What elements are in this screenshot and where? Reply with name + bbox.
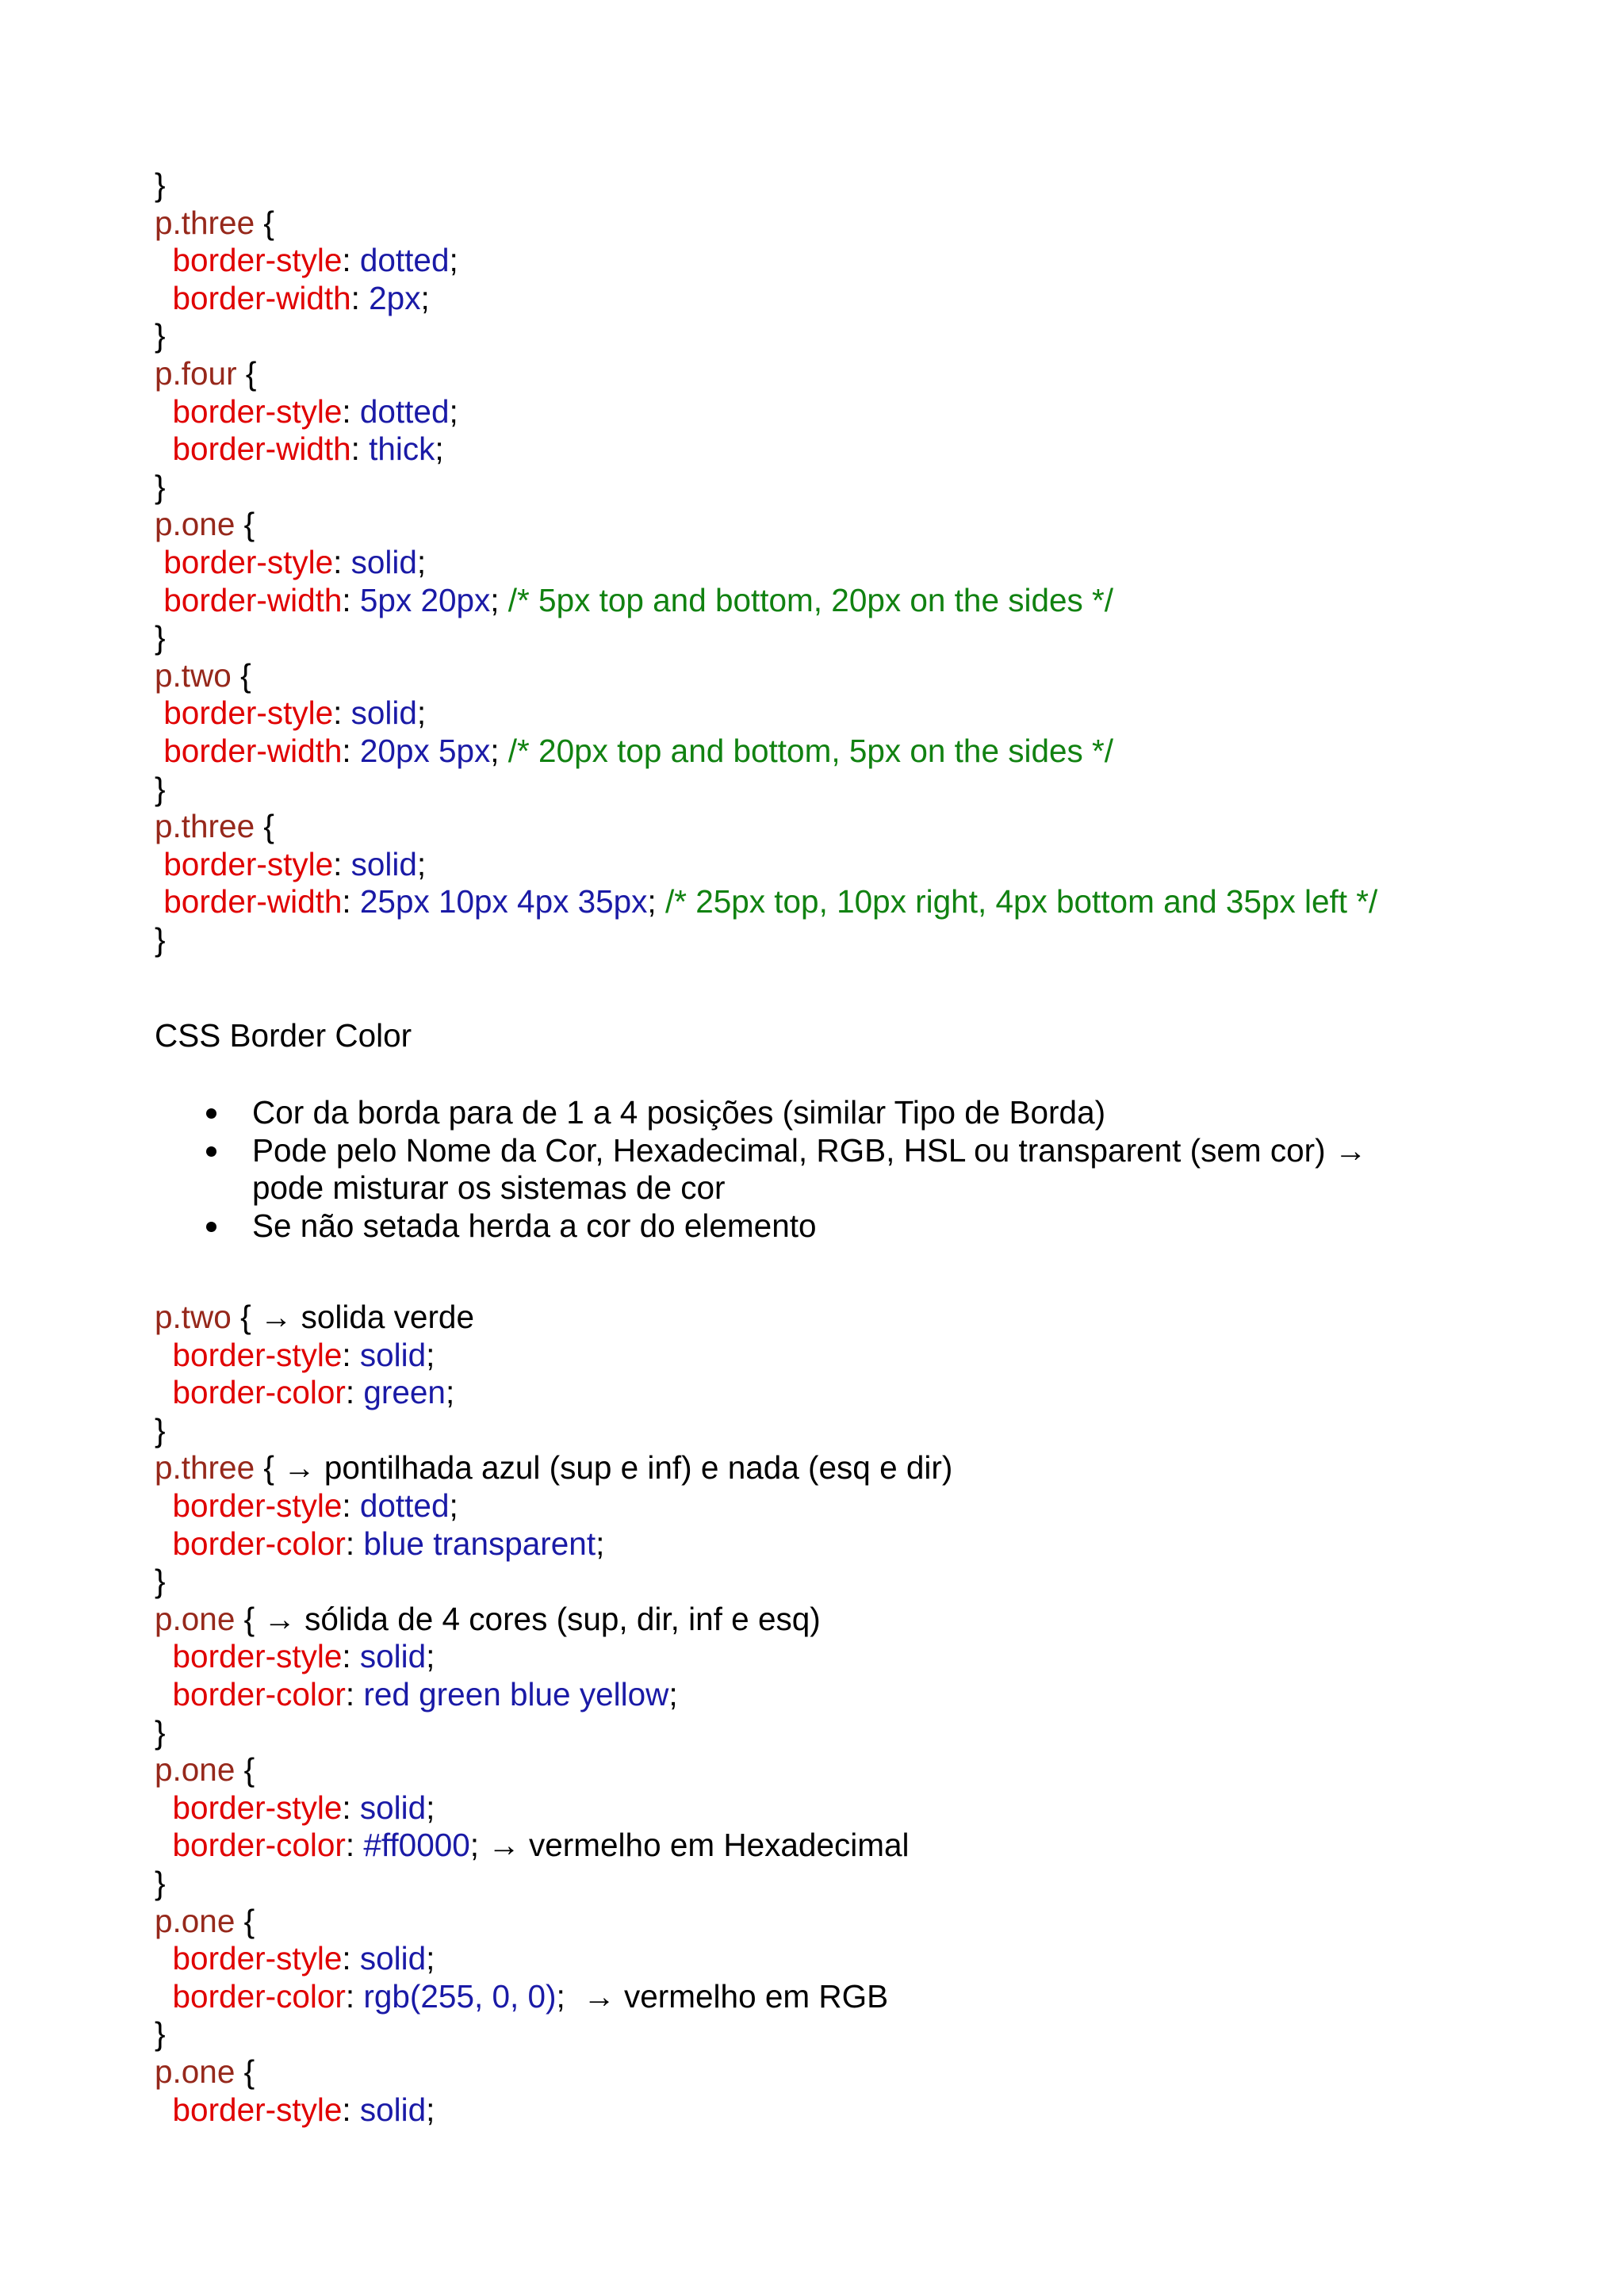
code-token-plain — [155, 1638, 173, 1674]
code-token-val: 2px — [369, 279, 421, 316]
code-token-plain: } — [155, 770, 166, 807]
code-token-plain: ; — [449, 1487, 458, 1524]
code-token-plain: } — [155, 921, 166, 958]
code-token-plain: } — [155, 2015, 166, 2053]
code-line — [155, 1638, 435, 1675]
code-token-prop: border-style — [172, 1638, 343, 1675]
code-token-plain: ; — [490, 733, 508, 769]
code-token-prop: border-width — [163, 733, 343, 769]
code-token-val: #ff0000 — [363, 1827, 470, 1864]
code-token-plain: : — [342, 1940, 360, 1977]
code-token-prop: border-width — [172, 279, 351, 316]
code-token-val: thick — [369, 430, 435, 468]
code-token-plain: } — [155, 619, 166, 656]
code-token-plain: ; — [426, 2091, 435, 2128]
code-token-plain: { — [255, 808, 274, 845]
code-line — [155, 1487, 458, 1525]
code-token-prop: border-style — [163, 845, 334, 882]
code-line — [155, 1676, 678, 1713]
code-line — [155, 1299, 474, 1336]
bullet-item-text: Cor da borda para de 1 a 4 posições (similar Tipo de Borda) — [252, 1094, 1106, 1131]
code-token-plain: : — [345, 1977, 364, 2015]
code-token-plain — [155, 242, 173, 278]
code-token-plain: ; — [426, 1638, 435, 1675]
code-token-plain: : — [342, 2091, 360, 2128]
code-token-sel: p.one — [155, 2053, 236, 2090]
code-token-plain: ; — [426, 1940, 435, 1977]
code-token-plain: } — [155, 166, 166, 203]
code-line — [155, 1865, 166, 1902]
code-line — [155, 205, 274, 242]
code-token-plain — [155, 430, 173, 467]
bullet-icon — [206, 1108, 216, 1119]
code-line — [155, 619, 166, 656]
code-token-val: 20px 5px — [359, 733, 491, 769]
code-line — [155, 1601, 821, 1638]
code-token-prop: border-style — [172, 2091, 343, 2128]
code-token-plain: { — [235, 1751, 255, 1789]
code-token-plain: ; — [449, 392, 458, 430]
code-token-plain — [155, 1525, 173, 1562]
bullet-item-text: pode misturar os sistemas de cor — [252, 1169, 726, 1207]
code-token-plain: ; — [426, 1336, 435, 1373]
code-token-plain: ; — [420, 279, 430, 316]
code-line — [155, 393, 458, 430]
code-token-prop: border-style — [172, 392, 343, 430]
code-line — [155, 166, 166, 204]
code-token-plain: : — [333, 695, 351, 732]
code-token-plain: : — [350, 279, 370, 316]
code-line — [155, 469, 166, 506]
code-token-plain: } — [155, 468, 166, 505]
code-line — [155, 1337, 435, 1374]
code-token-plain: ; — [449, 242, 458, 279]
code-token-val: rgb(255, 0, 0) — [363, 1977, 557, 2015]
code-token-prop: border-color — [172, 1977, 346, 2015]
code-token-plain: } — [155, 1865, 166, 1901]
code-token-prop: border-style — [172, 1789, 343, 1826]
code-token-plain — [155, 280, 173, 316]
code-token-plain: } — [155, 1563, 166, 1600]
code-token-sel: p.two — [155, 1299, 232, 1335]
code-token-val: solid — [359, 1789, 427, 1826]
code-token-val: solid — [350, 845, 417, 882]
code-line — [155, 355, 256, 392]
code-token-plain: : — [342, 392, 360, 430]
code-token-prop: border-width — [163, 883, 343, 920]
code-token-plain: ; — [668, 1676, 678, 1712]
code-token-val: solid — [359, 1336, 427, 1373]
code-token-plain: { — [235, 2053, 255, 2090]
code-line — [155, 1449, 952, 1487]
code-line — [155, 242, 458, 279]
code-token-sel: p.two — [155, 656, 232, 694]
code-line — [155, 883, 1377, 920]
code-line — [155, 2091, 435, 2129]
code-token-plain: { → sólida de 4 cores (sup, dir, inf e esq) — [235, 1600, 821, 1637]
code-token-plain — [155, 695, 163, 731]
code-token-prop: border-style — [172, 242, 343, 279]
code-line — [155, 1374, 454, 1411]
code-token-cmt: /* 5px top and bottom, 20px on the sides */ — [508, 581, 1114, 618]
code-token-plain — [155, 846, 163, 882]
code-token-prop: border-color — [172, 1676, 346, 1712]
code-token-val: solid — [359, 1638, 427, 1675]
code-token-plain: : — [342, 1789, 360, 1826]
code-token-prop: border-color — [172, 1525, 346, 1562]
code-token-prop: border-color — [172, 1374, 346, 1411]
code-token-plain: : — [342, 883, 360, 920]
code-line — [155, 808, 274, 845]
code-token-plain: : — [342, 1336, 360, 1373]
code-token-val: solid — [359, 1940, 427, 1977]
code-token-plain: ; — [416, 695, 427, 732]
code-token-plain: : — [345, 1374, 364, 1411]
section-heading: CSS Border Color — [155, 1017, 412, 1054]
code-token-val: 25px 10px 4px 35px — [359, 883, 648, 920]
code-token-plain — [155, 1789, 173, 1826]
code-line — [155, 1940, 435, 1977]
code-token-plain: : — [345, 1525, 364, 1562]
code-token-prop: border-style — [172, 1487, 343, 1524]
code-token-plain: ; — [416, 544, 427, 580]
code-token-plain — [155, 1676, 173, 1712]
code-token-prop: border-style — [172, 1940, 343, 1977]
code-token-plain: : — [350, 430, 370, 468]
bullet-icon — [206, 1146, 216, 1157]
bullet-item-text: Pode pelo Nome da Cor, Hexadecimal, RGB, HSL ou transparent (sem cor) → — [252, 1131, 1367, 1169]
code-line — [155, 317, 166, 354]
bullet-icon — [206, 1222, 216, 1232]
code-token-plain: : — [345, 1676, 364, 1712]
code-token-plain: : — [345, 1827, 364, 1864]
code-token-plain: { — [236, 355, 257, 392]
code-token-plain: { → solida verde — [231, 1299, 474, 1335]
code-token-val: red green blue yellow — [363, 1676, 669, 1712]
code-line — [155, 1789, 435, 1827]
code-token-val: green — [363, 1374, 446, 1411]
code-token-plain: { — [255, 204, 274, 241]
code-token-plain: { — [231, 656, 251, 694]
code-token-plain — [155, 1487, 173, 1524]
code-token-plain: ; — [445, 1374, 455, 1411]
code-token-plain — [155, 1374, 173, 1410]
code-token-plain — [155, 2091, 173, 2128]
code-token-plain — [155, 733, 163, 769]
code-token-sel: p.one — [155, 1902, 236, 1939]
code-line — [155, 1751, 255, 1789]
code-token-plain: : — [342, 242, 360, 279]
code-token-plain — [155, 1940, 173, 1976]
code-token-prop: border-style — [163, 544, 334, 580]
code-token-prop: border-style — [172, 1336, 343, 1373]
code-line — [155, 1714, 166, 1751]
code-token-sel: p.three — [155, 1449, 255, 1487]
code-token-val: dotted — [359, 392, 450, 430]
code-token-plain — [155, 1978, 173, 2015]
code-token-plain: ; → vermelho em RGB — [556, 1977, 889, 2015]
code-token-sel: p.one — [155, 1600, 236, 1637]
code-token-sel: p.three — [155, 204, 255, 241]
code-line — [155, 506, 255, 543]
code-token-plain: { — [235, 1902, 255, 1939]
bullet-item-text: Se não setada herda a cor do elemento — [252, 1207, 817, 1244]
code-token-plain: ; → vermelho em Hexadecimal — [469, 1827, 910, 1864]
code-token-plain — [155, 393, 173, 430]
code-token-val: dotted — [359, 1487, 450, 1524]
code-line — [155, 582, 1113, 619]
code-token-plain — [155, 544, 163, 580]
code-token-plain: ; — [426, 1789, 435, 1826]
code-token-prop: border-color — [172, 1827, 346, 1864]
code-token-val: blue transparent — [363, 1525, 596, 1562]
code-token-val: solid — [359, 2091, 427, 2128]
code-line — [155, 1978, 888, 2015]
code-token-plain: : — [342, 1487, 360, 1524]
code-token-prop: border-width — [163, 581, 343, 618]
code-token-plain: ; — [647, 883, 665, 920]
code-token-cmt: /* 25px top, 10px right, 4px bottom and 35px left */ — [665, 883, 1378, 920]
code-token-plain — [155, 582, 163, 618]
code-line — [155, 1525, 604, 1563]
code-token-plain — [155, 1337, 173, 1373]
code-line — [155, 1563, 166, 1600]
code-line — [155, 430, 444, 468]
code-token-prop: border-style — [163, 695, 334, 732]
code-token-plain: : — [342, 581, 360, 618]
code-token-plain: : — [333, 544, 351, 580]
code-line — [155, 771, 166, 808]
code-token-plain: ; — [596, 1525, 605, 1562]
code-token-plain: : — [342, 733, 360, 769]
code-line — [155, 657, 251, 695]
code-token-prop: border-width — [172, 430, 351, 468]
code-token-plain: } — [155, 1411, 166, 1448]
code-token-plain: : — [342, 1638, 360, 1675]
code-token-val: dotted — [359, 242, 450, 279]
code-line — [155, 695, 426, 732]
code-token-plain: } — [155, 1713, 166, 1751]
code-token-plain — [155, 883, 163, 920]
code-token-plain: ; — [490, 581, 508, 618]
code-token-plain: ; — [416, 845, 427, 882]
code-token-sel: p.four — [155, 355, 237, 392]
code-line — [155, 1903, 255, 1940]
code-line — [155, 1827, 909, 1864]
code-token-sel: p.three — [155, 808, 255, 845]
code-line — [155, 2015, 166, 2053]
code-token-val: solid — [350, 544, 417, 580]
code-token-plain: ; — [435, 430, 444, 468]
code-token-sel: p.one — [155, 506, 236, 543]
code-token-sel: p.one — [155, 1751, 236, 1789]
code-token-val: solid — [350, 695, 417, 732]
code-line — [155, 544, 426, 581]
code-token-val: 5px 20px — [359, 581, 491, 618]
code-line — [155, 1412, 166, 1449]
code-line — [155, 846, 426, 883]
code-token-plain: { — [235, 506, 255, 543]
code-token-plain — [155, 1827, 173, 1863]
code-token-plain: { → pontilhada azul (sup e inf) e nada (esq e dir) — [255, 1449, 953, 1487]
code-line — [155, 921, 166, 959]
code-line — [155, 280, 430, 317]
code-token-plain: : — [333, 845, 351, 882]
code-token-cmt: /* 20px top and bottom, 5px on the sides */ — [508, 733, 1114, 769]
code-line — [155, 733, 1113, 770]
code-line — [155, 2053, 255, 2091]
code-token-plain: } — [155, 317, 166, 354]
